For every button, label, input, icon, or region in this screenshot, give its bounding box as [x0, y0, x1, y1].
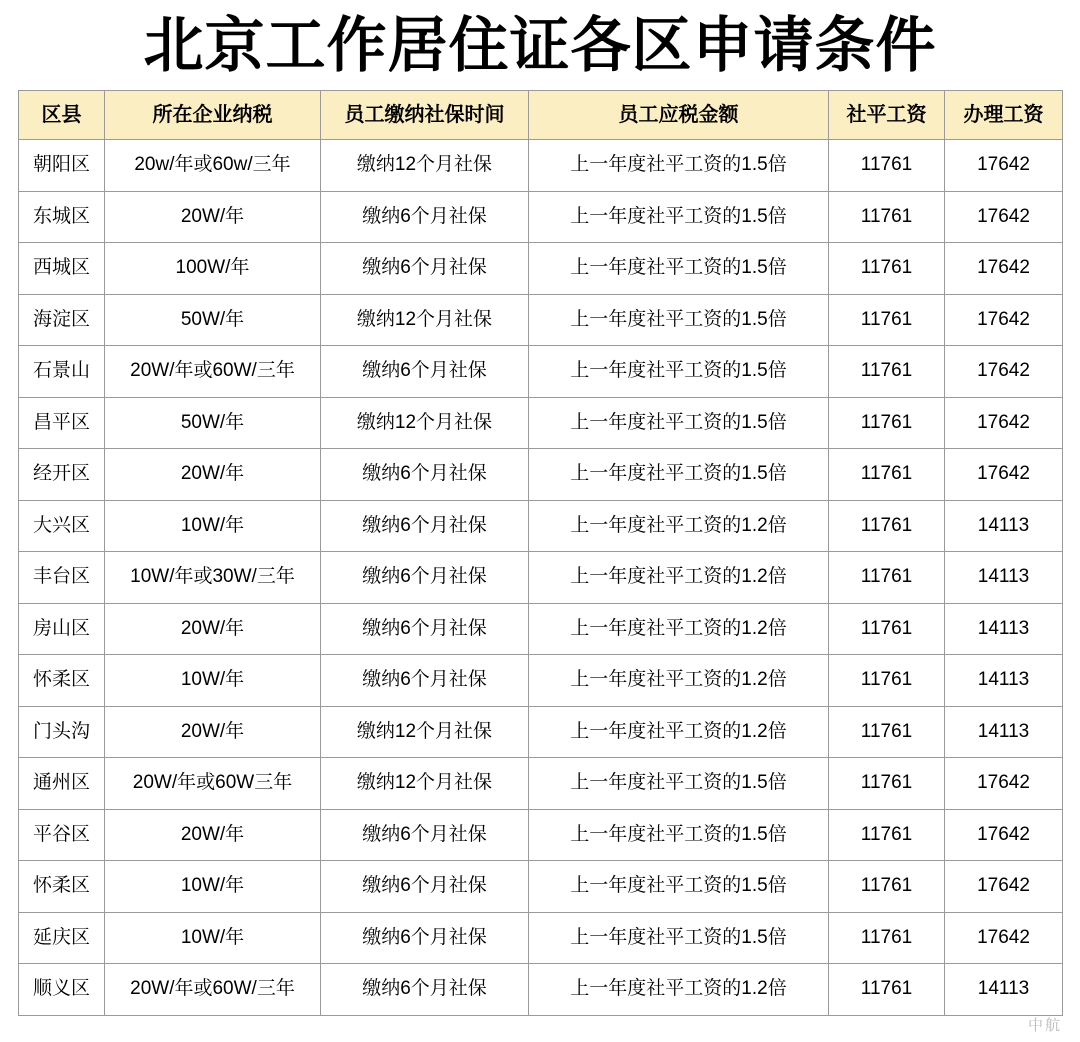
cell-social-insurance: 缴纳12个月社保: [321, 758, 529, 810]
cell-social-insurance: 缴纳6个月社保: [321, 655, 529, 707]
cell-district: 西城区: [19, 243, 105, 295]
table-row: [19, 655, 1063, 707]
table-row: [19, 191, 1063, 243]
cell-social-insurance: 缴纳6个月社保: [321, 449, 529, 501]
cell-average-wage: 11761: [829, 655, 945, 707]
cell-required-wage: 17642: [945, 758, 1063, 810]
table-header-row: [19, 91, 1063, 140]
cell-company-tax: 10W/年: [105, 655, 321, 707]
column-header-required-wage: 办理工资: [945, 91, 1063, 140]
cell-required-wage: 17642: [945, 191, 1063, 243]
cell-social-insurance: 缴纳12个月社保: [321, 706, 529, 758]
cell-company-tax: 10W/年: [105, 861, 321, 913]
table-row: [19, 964, 1063, 1016]
cell-district: 朝阳区: [19, 140, 105, 192]
cell-social-insurance: 缴纳6个月社保: [321, 603, 529, 655]
cell-taxable-amount: 上一年度社平工资的1.5倍: [529, 809, 829, 861]
cell-required-wage: 17642: [945, 294, 1063, 346]
cell-company-tax: 10W/年或30W/三年: [105, 552, 321, 604]
column-header-taxable-amount: 员工应税金额: [529, 91, 829, 140]
cell-district: 房山区: [19, 603, 105, 655]
cell-average-wage: 11761: [829, 552, 945, 604]
column-header-social-insurance-duration: 员工缴纳社保时间: [321, 91, 529, 140]
cell-social-insurance: 缴纳6个月社保: [321, 346, 529, 398]
cell-company-tax: 20W/年: [105, 603, 321, 655]
column-header-district: 区县: [19, 91, 105, 140]
cell-required-wage: 14113: [945, 603, 1063, 655]
cell-required-wage: 14113: [945, 552, 1063, 604]
cell-taxable-amount: 上一年度社平工资的1.5倍: [529, 243, 829, 295]
cell-average-wage: 11761: [829, 140, 945, 192]
cell-district: 延庆区: [19, 912, 105, 964]
cell-company-tax: 10W/年: [105, 912, 321, 964]
table-row: [19, 809, 1063, 861]
table-row: [19, 294, 1063, 346]
cell-taxable-amount: 上一年度社平工资的1.5倍: [529, 449, 829, 501]
table-row: [19, 397, 1063, 449]
cell-average-wage: 11761: [829, 603, 945, 655]
cell-district: 怀柔区: [19, 655, 105, 707]
cell-company-tax: 20W/年或60W三年: [105, 758, 321, 810]
requirements-table: [18, 90, 1063, 1016]
cell-social-insurance: 缴纳6个月社保: [321, 500, 529, 552]
cell-taxable-amount: 上一年度社平工资的1.2倍: [529, 603, 829, 655]
cell-average-wage: 11761: [829, 346, 945, 398]
cell-social-insurance: 缴纳6个月社保: [321, 861, 529, 913]
cell-district: 怀柔区: [19, 861, 105, 913]
cell-average-wage: 11761: [829, 758, 945, 810]
cell-required-wage: 14113: [945, 964, 1063, 1016]
cell-average-wage: 11761: [829, 191, 945, 243]
table-row: [19, 861, 1063, 913]
cell-required-wage: 17642: [945, 346, 1063, 398]
table-row: [19, 449, 1063, 501]
cell-required-wage: 17642: [945, 449, 1063, 501]
cell-company-tax: 20W/年: [105, 191, 321, 243]
cell-average-wage: 11761: [829, 243, 945, 295]
cell-taxable-amount: 上一年度社平工资的1.2倍: [529, 552, 829, 604]
table-row: [19, 552, 1063, 604]
cell-company-tax: 20W/年或60W/三年: [105, 346, 321, 398]
cell-taxable-amount: 上一年度社平工资的1.5倍: [529, 758, 829, 810]
cell-average-wage: 11761: [829, 964, 945, 1016]
cell-required-wage: 17642: [945, 140, 1063, 192]
cell-required-wage: 14113: [945, 500, 1063, 552]
cell-district: 通州区: [19, 758, 105, 810]
cell-required-wage: 14113: [945, 706, 1063, 758]
cell-required-wage: 17642: [945, 243, 1063, 295]
cell-district: 经开区: [19, 449, 105, 501]
cell-district: 石景山: [19, 346, 105, 398]
cell-taxable-amount: 上一年度社平工资的1.2倍: [529, 655, 829, 707]
table-row: [19, 346, 1063, 398]
table-row: [19, 912, 1063, 964]
cell-company-tax: 50W/年: [105, 294, 321, 346]
cell-social-insurance: 缴纳12个月社保: [321, 140, 529, 192]
cell-company-tax: 20W/年: [105, 809, 321, 861]
cell-average-wage: 11761: [829, 294, 945, 346]
cell-social-insurance: 缴纳6个月社保: [321, 243, 529, 295]
cell-average-wage: 11761: [829, 500, 945, 552]
cell-district: 顺义区: [19, 964, 105, 1016]
cell-taxable-amount: 上一年度社平工资的1.5倍: [529, 397, 829, 449]
cell-required-wage: 17642: [945, 912, 1063, 964]
cell-taxable-amount: 上一年度社平工资的1.5倍: [529, 346, 829, 398]
cell-taxable-amount: 上一年度社平工资的1.5倍: [529, 294, 829, 346]
table-row: [19, 140, 1063, 192]
cell-average-wage: 11761: [829, 397, 945, 449]
cell-social-insurance: 缴纳12个月社保: [321, 397, 529, 449]
cell-district: 大兴区: [19, 500, 105, 552]
cell-district: 海淀区: [19, 294, 105, 346]
cell-average-wage: 11761: [829, 809, 945, 861]
watermark: 中航: [1027, 1017, 1062, 1034]
cell-company-tax: 20w/年或60w/三年: [105, 140, 321, 192]
table-row: [19, 500, 1063, 552]
cell-average-wage: 11761: [829, 449, 945, 501]
cell-required-wage: 17642: [945, 397, 1063, 449]
cell-district: 昌平区: [19, 397, 105, 449]
table-body: [19, 140, 1063, 1016]
cell-social-insurance: 缴纳6个月社保: [321, 964, 529, 1016]
table-header: [19, 91, 1063, 140]
cell-district: 门头沟: [19, 706, 105, 758]
cell-average-wage: 11761: [829, 706, 945, 758]
cell-company-tax: 50W/年: [105, 397, 321, 449]
table-row: [19, 758, 1063, 810]
cell-district: 平谷区: [19, 809, 105, 861]
table-row: [19, 243, 1063, 295]
cell-taxable-amount: 上一年度社平工资的1.2倍: [529, 706, 829, 758]
cell-district: 东城区: [19, 191, 105, 243]
cell-average-wage: 11761: [829, 912, 945, 964]
cell-company-tax: 20W/年: [105, 706, 321, 758]
cell-social-insurance: 缴纳6个月社保: [321, 191, 529, 243]
column-header-company-tax: 所在企业纳税: [105, 91, 321, 140]
cell-company-tax: 100W/年: [105, 243, 321, 295]
column-header-average-wage: 社平工资: [829, 91, 945, 140]
cell-social-insurance: 缴纳12个月社保: [321, 294, 529, 346]
cell-social-insurance: 缴纳6个月社保: [321, 809, 529, 861]
page-title: 北京工作居住证各区申请条件: [143, 11, 937, 81]
cell-required-wage: 14113: [945, 655, 1063, 707]
table-row: [19, 603, 1063, 655]
cell-taxable-amount: 上一年度社平工资的1.2倍: [529, 964, 829, 1016]
cell-taxable-amount: 上一年度社平工资的1.5倍: [529, 191, 829, 243]
cell-average-wage: 11761: [829, 861, 945, 913]
cell-company-tax: 10W/年: [105, 500, 321, 552]
cell-required-wage: 17642: [945, 809, 1063, 861]
table-row: [19, 706, 1063, 758]
cell-company-tax: 20W/年: [105, 449, 321, 501]
cell-company-tax: 20W/年或60W/三年: [105, 964, 321, 1016]
cell-social-insurance: 缴纳6个月社保: [321, 912, 529, 964]
table-container: [0, 90, 1080, 1016]
cell-taxable-amount: 上一年度社平工资的1.5倍: [529, 140, 829, 192]
cell-taxable-amount: 上一年度社平工资的1.5倍: [529, 861, 829, 913]
cell-required-wage: 17642: [945, 861, 1063, 913]
cell-social-insurance: 缴纳6个月社保: [321, 552, 529, 604]
cell-taxable-amount: 上一年度社平工资的1.5倍: [529, 912, 829, 964]
cell-taxable-amount: 上一年度社平工资的1.2倍: [529, 500, 829, 552]
cell-district: 丰台区: [19, 552, 105, 604]
